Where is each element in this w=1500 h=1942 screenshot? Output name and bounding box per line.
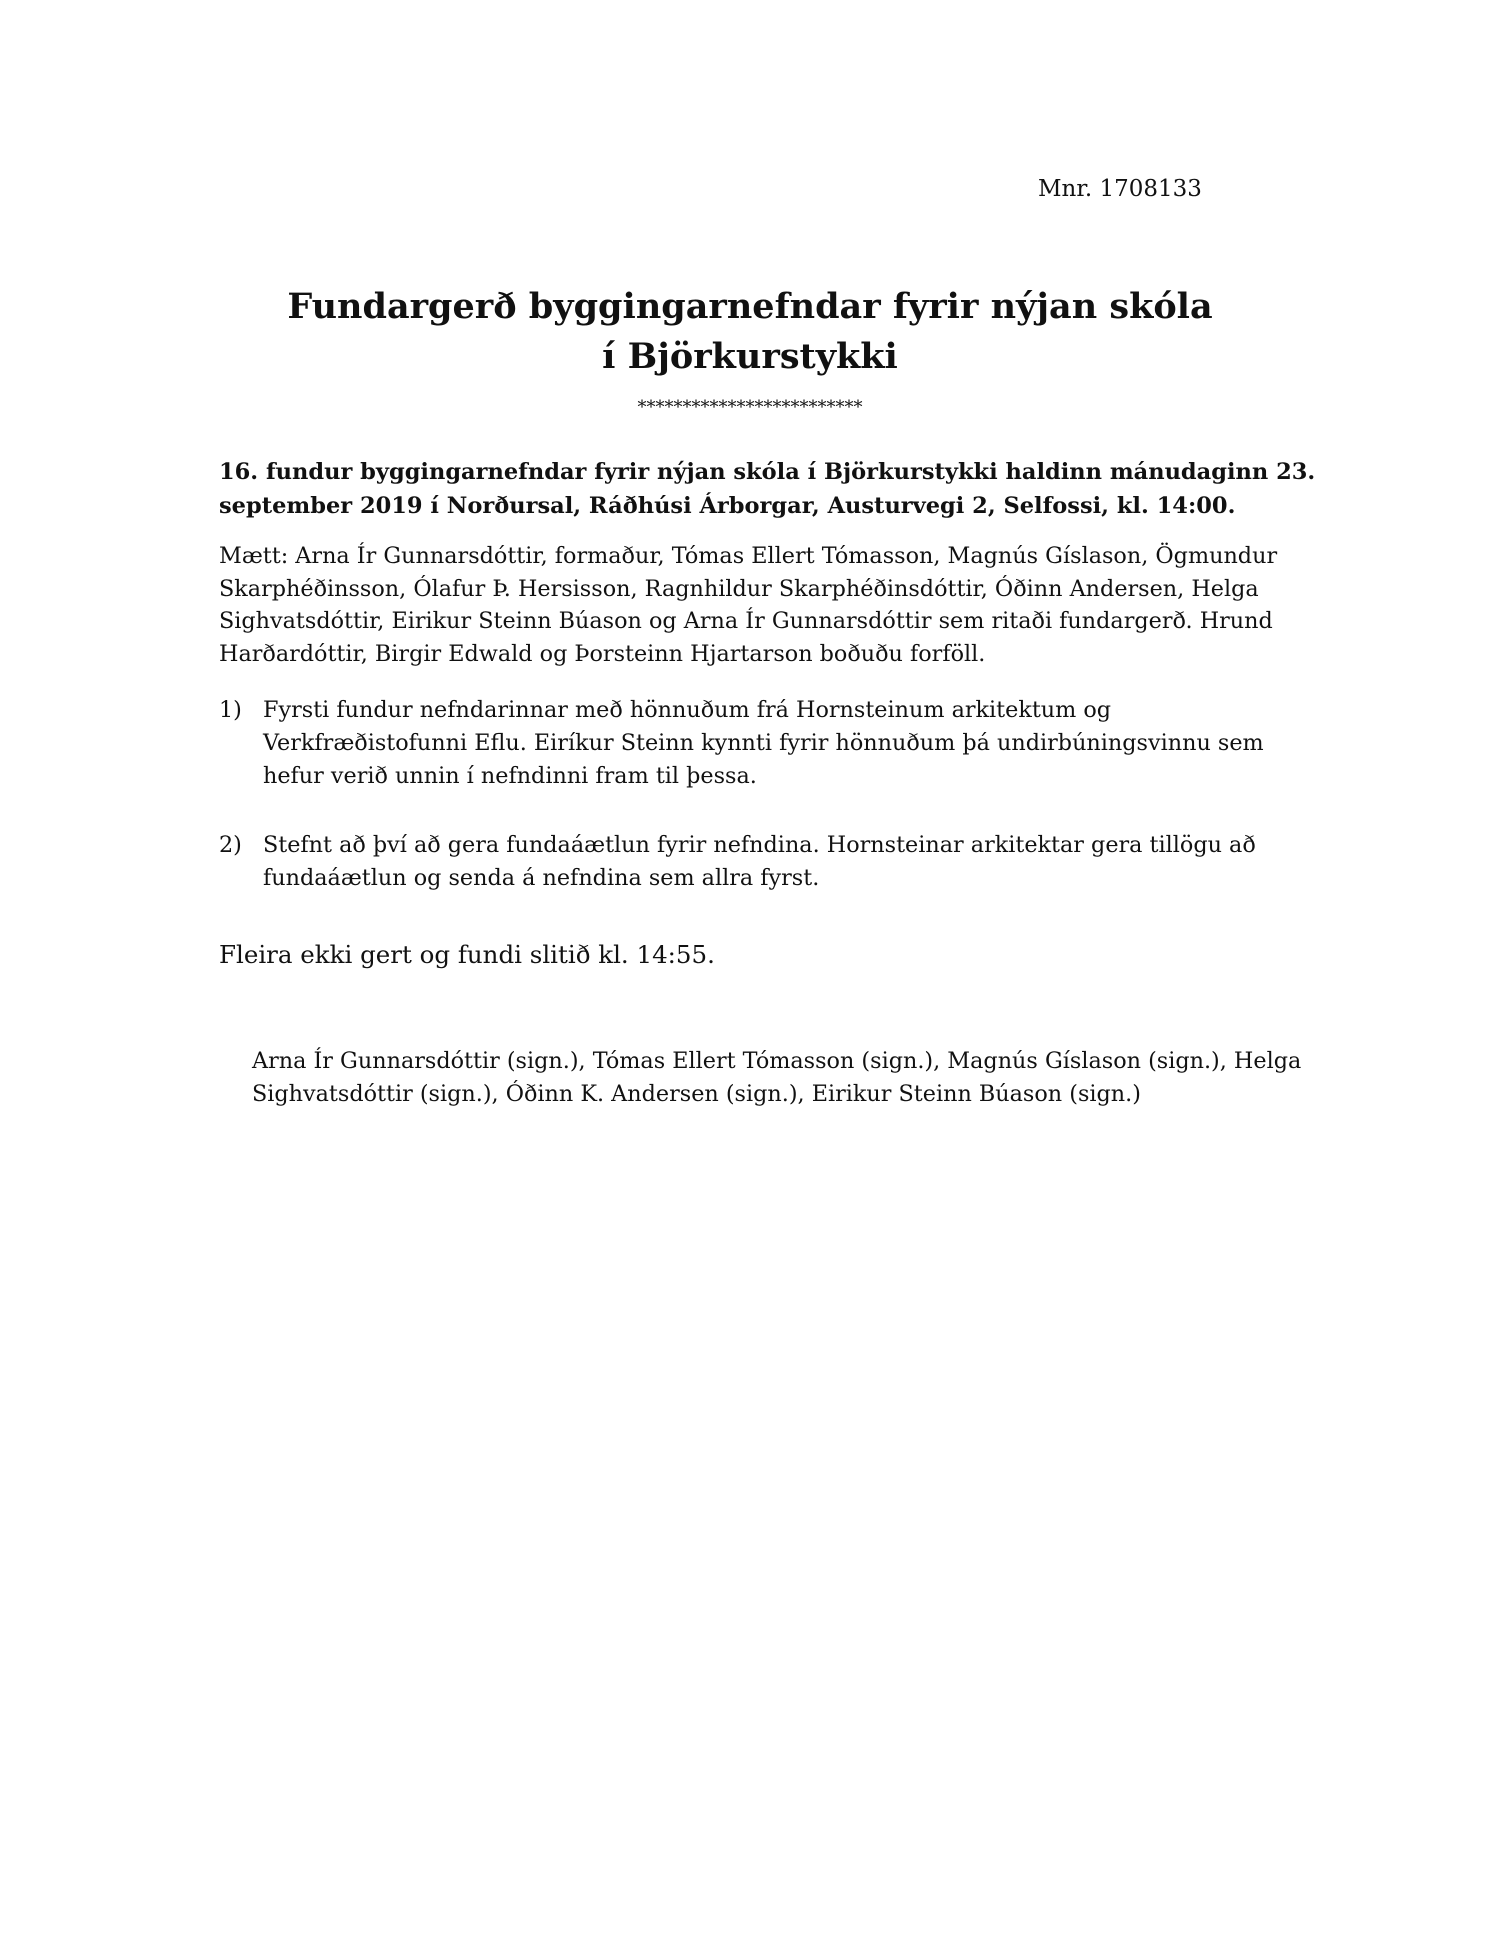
- agenda-item-line: Verkfræðistofunni Eflu. Eiríkur Steinn kynnti fyrir hönnuðum þá undirbúningsvinnu sem: [263, 730, 1264, 756]
- reference-number: Mnr. 1708133: [1038, 176, 1202, 202]
- attendance-line: Skarphéðinsson, Ólafur Þ. Hersisson, Ragnhildur Skarphéðinsdóttir, Óðinn Andersen, Helga: [219, 575, 1259, 602]
- attendance-paragraph: [219, 540, 1329, 670]
- intro-line-1: 16. fundur byggingarnefndar fyrir nýjan skóla í Björkurstykki haldinn mánudaginn 23.: [219, 459, 1316, 485]
- signature-line: Sighvatsdóttir (sign.), Óðinn K. Andersen (sign.), Eirikur Steinn Búason (sign.): [252, 1081, 1141, 1107]
- title-line-1: Fundargerð byggingarnefndar fyrir nýjan skóla: [287, 286, 1213, 327]
- agenda-item-line: fundaáætlun og senda á nefndina sem allra fyrst.: [263, 865, 820, 891]
- agenda-item-number: 1): [219, 697, 242, 723]
- title-line-2: í Björkurstykki: [602, 336, 898, 377]
- agenda-item-line: Stefnt að því að gera fundaáætlun fyrir nefndina. Hornsteinar arkitektar gera tillögu að: [263, 832, 1256, 858]
- attendance-line: Sighvatsdóttir, Eirikur Steinn Búason og Arna Ír Gunnarsdóttir sem ritaði fundargerð. Hrund: [219, 608, 1273, 634]
- agenda-item-line: hefur verið unnin í nefndinni fram til þessa.: [263, 763, 757, 789]
- signatures: [252, 1045, 1301, 1111]
- intro-line-2: september 2019 í Norðursal, Ráðhúsi Árborgar, Austurvegi 2, Selfossi, kl. 14:00.: [219, 493, 1236, 519]
- attendance-line: Mætt: Arna Ír Gunnarsdóttir, formaður, Tómas Ellert Tómasson, Magnús Gíslason, Ögmundur: [219, 543, 1278, 569]
- document-title: [150, 282, 1350, 382]
- separator-stars: *************************: [637, 397, 863, 418]
- closing-statement: Fleira ekki gert og fundi slitið kl. 14:55.: [219, 940, 715, 969]
- meeting-intro: [219, 455, 1319, 523]
- agenda-item-text: [263, 694, 1264, 793]
- signature-line: Arna Ír Gunnarsdóttir (sign.), Tómas Ellert Tómasson (sign.), Magnús Gíslason (sign.), Helga: [252, 1048, 1302, 1074]
- agenda-item-line: Fyrsti fundur nefndarinnar með hönnuðum frá Hornsteinum arkitektum og: [263, 697, 1112, 723]
- agenda-item-number: 2): [219, 832, 242, 858]
- attendance-line: Harðardóttir, Birgir Edwald og Þorsteinn Hjartarson boðuðu forföll.: [219, 640, 986, 667]
- agenda-item-text: [263, 829, 1256, 895]
